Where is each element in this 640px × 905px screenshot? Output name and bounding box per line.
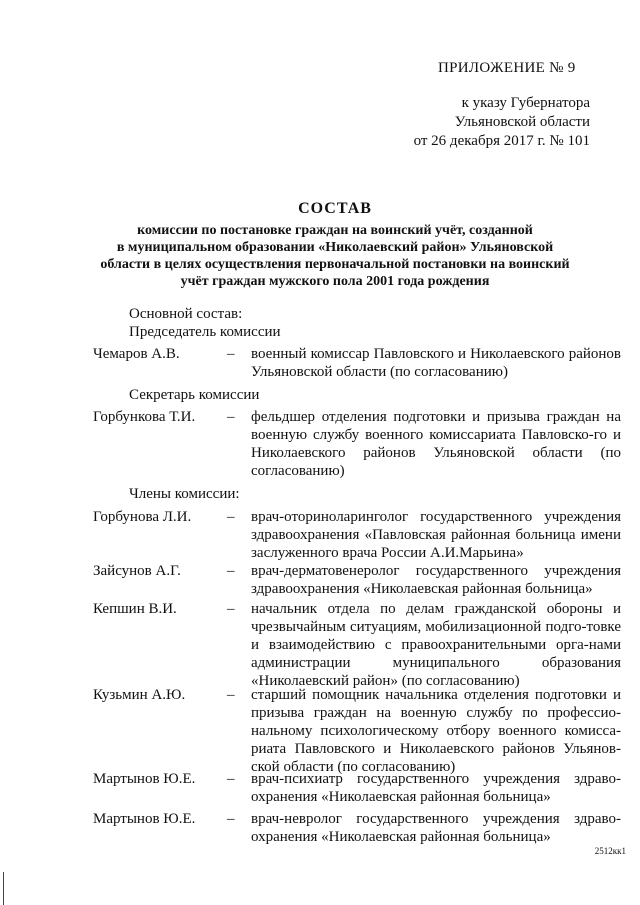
decree-line: к указу Губернатора xyxy=(461,95,590,111)
appendix-number: ПРИЛОЖЕНИЕ № 9 xyxy=(438,60,576,76)
section-secretary-label: Секретарь комиссии xyxy=(129,387,260,403)
member-description: врач-оториноларинголог государственного учреждения здравоохранения «Павловская районная больница имени заслуженного врача России А.И.Марьина» xyxy=(251,509,621,561)
member-name: Мартынов Ю.Е. xyxy=(93,811,196,827)
member-name: Чемаров А.В. xyxy=(93,346,180,362)
document-subtitle xyxy=(95,222,575,290)
member-description: врач-невролог государственного учреждения здраво-охранения «Николаевская районная больница» xyxy=(251,811,621,845)
subtitle-line: в муниципальном образовании «Николаевский район» Ульяновской xyxy=(116,240,554,255)
member-name: Горбункова Т.И. xyxy=(93,409,196,425)
member-name: Зайсунов А.Г. xyxy=(93,563,181,579)
member-dash: – xyxy=(227,771,235,787)
section-members-label: Члены комиссии: xyxy=(129,486,240,502)
decree-line: Ульяновской области xyxy=(454,114,590,130)
member-description: врач-психиатр государственного учреждения здраво-охранения «Николаевская районная больница» xyxy=(251,771,621,805)
member-description: фельдшер отделения подготовки и призыва граждан на военную службу военного комиссариата Павловско-го и Николаевского районов Ульяновской области (по согласованию) xyxy=(251,409,621,479)
member-dash: – xyxy=(227,346,235,362)
subtitle-line: комиссии по постановке граждан на воинский учёт, созданной xyxy=(137,223,533,238)
page-title: СОСТАВ xyxy=(298,200,372,217)
subtitle-line: области в целях осуществления первоначальной постановки на воинский xyxy=(100,257,570,272)
scan-edge-mark xyxy=(3,872,4,905)
member-dash: – xyxy=(227,811,235,827)
member-dash: – xyxy=(227,601,235,617)
section-chair-label: Председатель комиссии xyxy=(129,324,281,340)
member-dash: – xyxy=(227,563,235,579)
member-dash: – xyxy=(227,409,235,425)
member-name: Кепшин В.И. xyxy=(93,601,177,617)
member-name: Мартынов Ю.Е. xyxy=(93,771,196,787)
member-description: начальник отдела по делам гражданской обороны и чрезвычайным ситуациям, мобилизационной подго-товке и взаимодействию с правоохранительными орга-нами администрации муниципального образования «Николаевский район» (по согласованию) xyxy=(251,601,621,689)
member-description: военный комиссар Павловского и Николаевского районов Ульяновской области (по согласованию) xyxy=(251,346,621,380)
member-name: Горбунова Л.И. xyxy=(93,509,192,525)
section-main-label: Основной состав: xyxy=(129,306,243,322)
member-dash: – xyxy=(227,687,235,703)
subtitle-line: учёт граждан мужского пола 2001 года рождения xyxy=(180,274,490,289)
document-heading xyxy=(95,198,575,290)
member-name: Кузьмин А.Ю. xyxy=(93,687,186,703)
member-dash: – xyxy=(227,509,235,525)
member-description: врач-дерматовенеролог государственного учреждения здравоохранения «Николаевская районная больница» xyxy=(251,563,621,597)
member-description: старший помощник начальника отделения подготовки и призыва граждан на военную службу по профессио-нальному психологическому отбору военного комисса-риата Павловского и Николаевского районов Ульянов-ской области (по согласованию) xyxy=(251,687,621,775)
decree-line: от 26 декабря 2017 г. № 101 xyxy=(413,133,590,149)
document-code: 2512кк1 xyxy=(594,846,626,856)
decree-reference xyxy=(330,94,590,151)
